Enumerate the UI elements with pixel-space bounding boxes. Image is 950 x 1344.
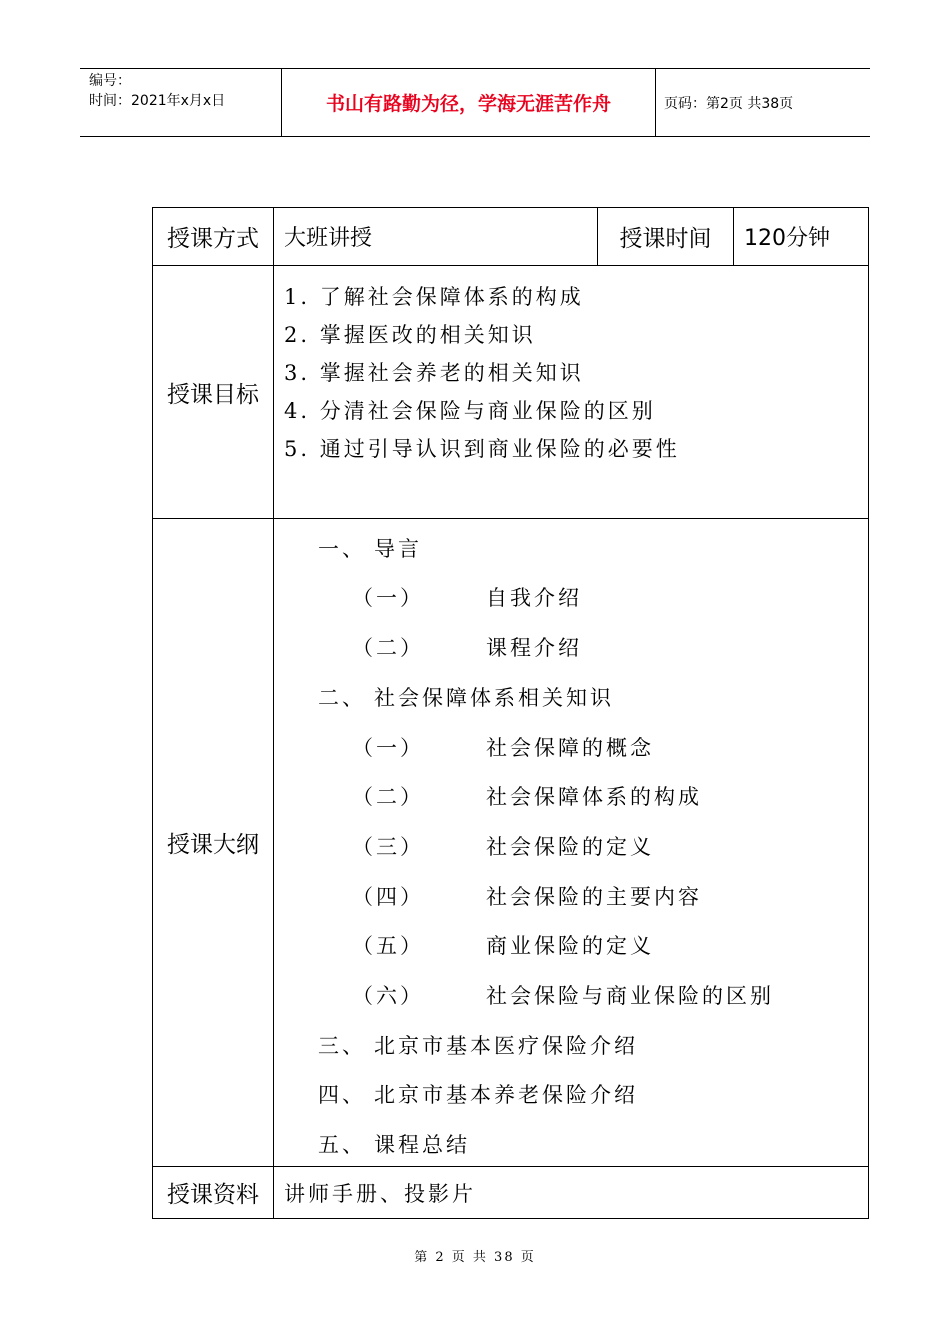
goals-list [274,266,869,519]
table-row-materials [153,1167,869,1219]
outline-sub-title: 社会保障体系的构成 [486,785,702,809]
course-info-table [152,207,869,1219]
goal-item: 4. 分清社会保险与商业保险的区别 [284,399,656,423]
header-bottom-rule [80,136,870,137]
header-meta [89,71,225,111]
outline-section-number: 五、 [318,1133,366,1157]
label-teaching-time: 授课时间 [598,208,734,266]
label-teaching-goals: 授课目标 [153,266,274,519]
outline-sub-title: 社会保险的主要内容 [486,885,702,909]
outline-sub-title: 商业保险的定义 [486,934,654,958]
outline-sub-title: 社会保障的概念 [486,736,654,760]
outline-sub-number: （四） [352,885,424,909]
label-teaching-outline: 授课大纲 [153,519,274,1167]
outline-section-title: 北京市基本养老保险介绍 [374,1083,638,1107]
table-row-outline [153,519,869,1167]
outline-cell [274,519,869,1167]
outline-sub-title: 课程介绍 [486,636,582,660]
outline-section-title: 北京市基本医疗保险介绍 [374,1034,638,1058]
outline-sub-number: （五） [352,934,424,958]
goal-item: 3. 掌握社会养老的相关知识 [284,361,584,385]
outline-section-number: 一、 [318,537,366,561]
header-page-info: 页码：第2页 共38页 [664,96,794,112]
outline-sub-number: （一） [352,736,424,760]
table-row-method [153,208,869,266]
header-divider-right [655,69,656,136]
outline-sub-title: 自我介绍 [486,586,582,610]
outline-section-title: 社会保障体系相关知识 [374,686,614,710]
outline-sub-number: （三） [352,835,424,859]
outline-section-title: 课程总结 [374,1133,470,1157]
goal-item: 1. 了解社会保障体系的构成 [284,285,584,309]
outline-section-number: 二、 [318,686,366,710]
document-time-label: 时间：2021年x月x日 [89,93,226,109]
outline-sub-number: （一） [352,586,424,610]
outline-section-number: 三、 [318,1034,366,1058]
document-code-label: 编号： [89,73,131,89]
value-teaching-method: 大班讲授 [274,208,598,266]
label-teaching-method: 授课方式 [153,208,274,266]
page-footer: 第 2 页 共 38 页 [414,1250,536,1265]
label-teaching-materials: 授课资料 [153,1167,274,1219]
goal-item: 2. 掌握医改的相关知识 [284,323,536,347]
value-teaching-materials: 讲师手册、投影片 [274,1167,869,1219]
outline-section-number: 四、 [318,1083,366,1107]
outline-section-title: 导言 [374,537,422,561]
outline-sub-title: 社会保险的定义 [486,835,654,859]
header-motto: 书山有路勤为径，学海无涯苦作舟 [325,93,611,115]
outline-sub-number: （二） [352,785,424,809]
goal-item: 5. 通过引导认识到商业保险的必要性 [284,437,680,461]
outline-sub-number: （六） [352,984,424,1008]
value-teaching-time: 120分钟 [734,208,869,266]
table-row-goals [153,266,869,519]
outline-sub-title: 社会保险与商业保险的区别 [486,984,774,1008]
outline-sub-number: （二） [352,636,424,660]
